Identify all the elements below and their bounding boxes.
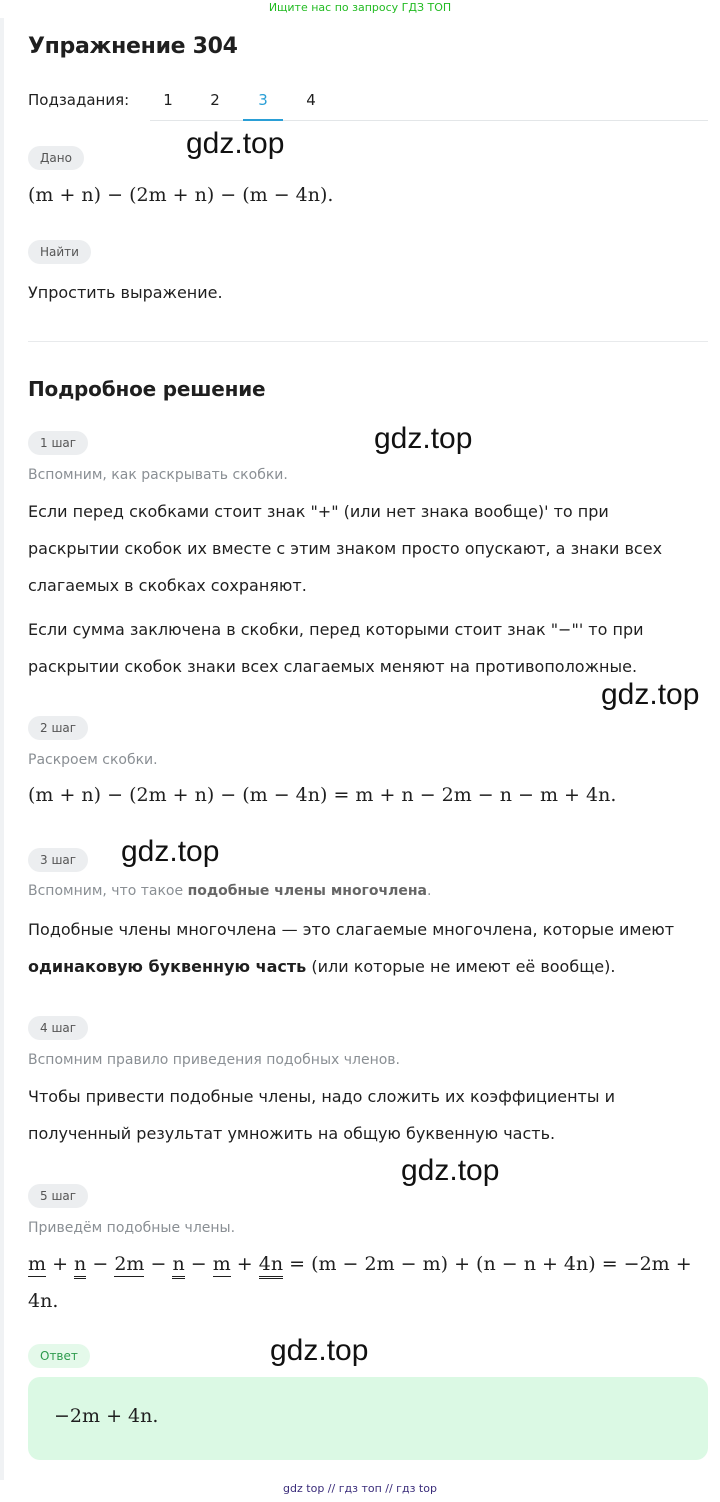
term-m: m (212, 1253, 231, 1275)
step-2-expression: (m + n) − (2m + n) − (m − 4n) = m + n − 2m − n − m + 4n. (28, 784, 617, 806)
step-4-chip: 4 шаг (28, 1016, 88, 1040)
footer-links[interactable]: gdz top // гдз топ // гдз top (283, 1482, 437, 1495)
step-4-text: Чтобы привести подобные члены, надо сложить их коэффициенты и полученный результат умножить на общую буквенную часть. (28, 1087, 615, 1143)
watermark: gdz.top (121, 835, 220, 868)
operator: − (190, 1253, 207, 1275)
page-title: Упражнение 304 (28, 34, 238, 59)
operator: − (92, 1253, 109, 1275)
step-1-paragraph-2: Если сумма заключена в скобки, перед которыми стоит знак "−"' то при раскрытии скобок знаки всех слагаемых меняют на противоположные. (28, 620, 644, 676)
watermark: gdz.top (270, 1334, 369, 1367)
section-divider (28, 341, 708, 342)
operator: + (236, 1253, 253, 1275)
given-expression: (m + n) − (2m + n) − (m − 4n). (28, 184, 334, 206)
solution-title: Подробное решение (28, 377, 266, 401)
tab-1[interactable]: 1 (163, 91, 173, 109)
step-5-expression-line-2: 4n. (28, 1290, 59, 1312)
operator: + (52, 1253, 68, 1275)
step-3-line-2 (28, 948, 688, 985)
step-3-definition (28, 911, 688, 985)
term-2m: 2m (114, 1253, 145, 1275)
step-3-chip: 3 шаг (28, 848, 88, 872)
term-n: n (172, 1253, 184, 1279)
tab-3[interactable]: 3 (243, 88, 283, 121)
step-2-hint: Раскроем скобки. (28, 752, 158, 768)
step-5-expression (28, 1253, 692, 1275)
term-4n: 4n (259, 1253, 283, 1279)
step-1-hint: Вспомним, как раскрывать скобки. (28, 467, 288, 483)
step-3-line-1: Подобные члены многочлена — это слагаемые многочлена, которые имеют (28, 920, 675, 939)
watermark: gdz.top (186, 127, 285, 160)
step-3-hint-bold: подобные члены многочлена (187, 883, 427, 899)
step-4-hint: Вспомним правило приведения подобных членов. (28, 1052, 400, 1068)
step-3-hint (28, 883, 431, 899)
given-chip: Дано (28, 146, 84, 170)
step-1-chip: 1 шаг (28, 431, 88, 455)
answer-expression: −2m + 4n. (54, 1405, 159, 1427)
step-5-chip: 5 шаг (28, 1184, 88, 1208)
watermark: gdz.top (601, 678, 700, 711)
step-3-line-2-bold: одинаковую буквенную часть (28, 957, 307, 976)
step-1-paragraph-1: Если перед скобками стоит знак "+" (или нет знака вообще)' то при раскрытии скобок их вместе с этим знаком просто опускают, а знаки всех слагаемых в скобках сохраняют. (28, 502, 663, 595)
term-n: n (74, 1253, 86, 1279)
top-banner[interactable]: Ищите нас по запросу ГДЗ ТОП (268, 1, 452, 14)
step-5-rest: = (m − 2m − m) + (n − n + 4n) = −2m + (289, 1253, 692, 1275)
tabs-divider (150, 120, 708, 121)
tab-2[interactable]: 2 (210, 91, 220, 109)
step-3-hint-pre: Вспомним, что такое (28, 883, 188, 899)
term-m: m (28, 1253, 47, 1275)
tab-4[interactable]: 4 (306, 91, 316, 109)
watermark: gdz.top (374, 422, 473, 455)
step-2-chip: 2 шаг (28, 716, 88, 740)
step-3-hint-post: . (426, 883, 432, 899)
watermark: gdz.top (401, 1154, 500, 1187)
find-chip: Найти (28, 240, 91, 264)
find-text: Упростить выражение. (28, 283, 223, 302)
step-3-line-2-rest: (или которые не имеют её вообще). (306, 957, 616, 976)
answer-chip: Ответ (28, 1344, 90, 1368)
answer-box (28, 1377, 708, 1460)
operator: − (150, 1253, 167, 1275)
subtasks-label: Подзадания: (28, 91, 130, 109)
step-5-hint: Приведём подобные члены. (28, 1220, 236, 1236)
